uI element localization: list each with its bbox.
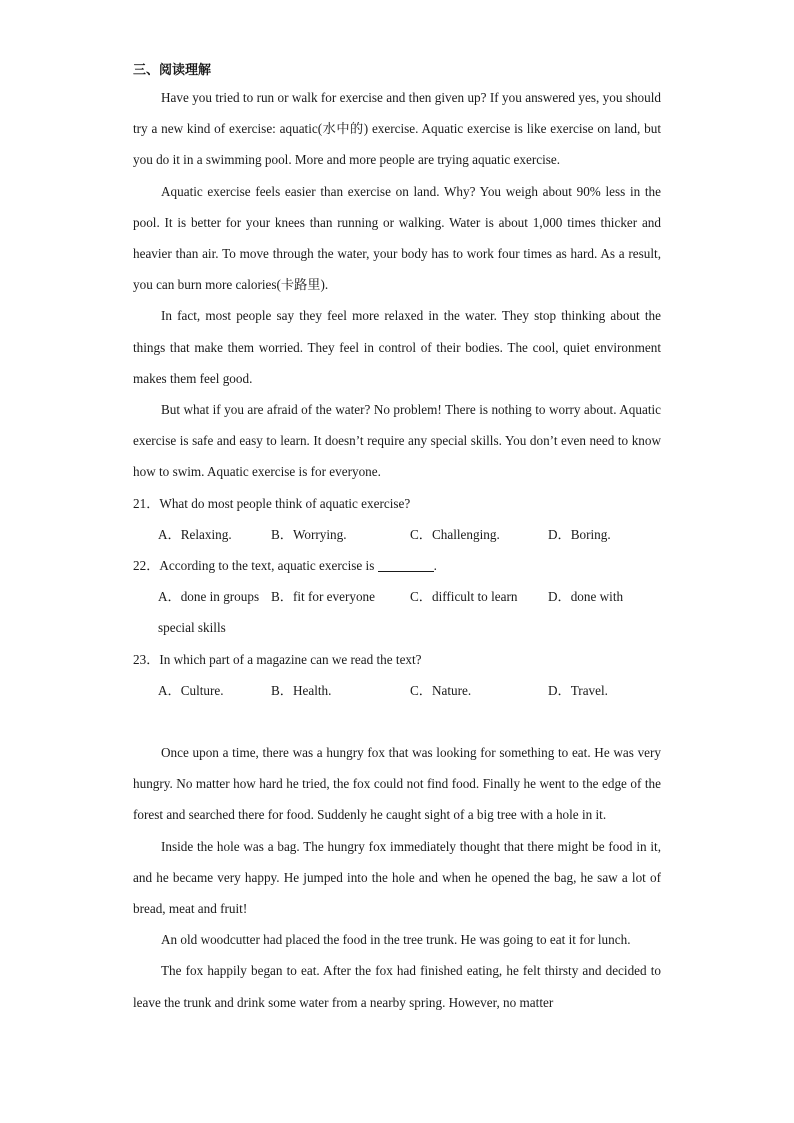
option-row (133, 581, 661, 612)
question-text: According to the text, aquatic exercise is (159, 558, 378, 574)
option-row (133, 675, 661, 706)
paragraph: An old woodcutter had placed the food in the tree trunk. He was going to eat it for lunch. (161, 932, 631, 948)
option-c[interactable]: C．Challenging. (410, 526, 500, 542)
passage-1 (133, 82, 661, 488)
section-title: 三、阅读理解 (133, 63, 212, 78)
paragraph: The fox happily began to eat. After the fox had finished eating, he felt thirsty and decided to leave the trunk and drink some water from a nearby spring. However, no matter (133, 963, 661, 1010)
option-row (133, 519, 661, 550)
paragraph: Once upon a time, there was a hungry fox that was looking for something to eat. He was very hungry. No matter how hard he tried, the fox could not find food. Finally he went to the edge of the forest and searched there for food. Suddenly he caught sight of a big tree with a hole in it. (133, 745, 661, 823)
question-number: 21． (133, 495, 160, 511)
question-23 (133, 644, 661, 706)
paragraph: In fact, most people say they feel more relaxed in the water. They stop thinking about the things that make them worried. They feel in control of their bodies. The cool, quiet environment makes them feel good. (133, 308, 661, 386)
option-d[interactable]: D．Travel. (548, 682, 608, 698)
option-d[interactable]: D．done with (548, 589, 624, 605)
option-d-continued: special skills (158, 620, 226, 636)
option-a[interactable]: A．done in groups (158, 589, 260, 605)
option-a[interactable]: A．Relaxing. (158, 526, 232, 542)
paragraph: But what if you are afraid of the water? No problem! There is nothing to worry about. Aquatic exercise is safe and easy to learn. It doesn’t require any special skills. You don’t even need to know how to swim. Aquatic exercise is for everyone. (133, 402, 661, 480)
question-text-end: . (433, 558, 437, 574)
question-stem (133, 488, 661, 519)
document-page (133, 60, 661, 1018)
question-text: What do most people think of aquatic exercise? (159, 495, 411, 511)
paragraph: Aquatic exercise feels easier than exercise on land. Why? You weigh about 90% less in the pool. It is better for your knees than running or walking. Water is about 1,000 times thicker and heavier than air. To move through the water, your body has to work four times as hard. As a result, you can burn more calories(卡路里). (133, 183, 661, 293)
option-b[interactable]: B．fit for everyone (271, 589, 375, 605)
question-number: 23． (133, 651, 160, 667)
answer-blank (378, 557, 434, 572)
section-gap (133, 706, 661, 737)
paragraph: Have you tried to run or walk for exercise and then given up? If you answered yes, you should try a new kind of exercise: aquatic(水中的) exercise. Aquatic exercise is like exercise on land, but you do it in a swimming pool. More and more people are trying aquatic exercise. (133, 90, 661, 168)
passage-2 (133, 737, 661, 1018)
question-21 (133, 488, 661, 550)
option-d[interactable]: D．Boring. (548, 526, 611, 542)
option-b[interactable]: B．Health. (271, 682, 332, 698)
question-stem (133, 550, 661, 581)
question-number: 22． (133, 558, 160, 574)
question-stem (133, 644, 661, 675)
question-22 (133, 550, 661, 644)
option-c[interactable]: C．difficult to learn (410, 589, 518, 605)
question-text: In which part of a magazine can we read the text? (159, 651, 422, 667)
option-b[interactable]: B．Worrying. (271, 526, 347, 542)
option-c[interactable]: C．Nature. (410, 682, 472, 698)
option-a[interactable]: A．Culture. (158, 682, 224, 698)
paragraph: Inside the hole was a bag. The hungry fox immediately thought that there might be food in it, and he became very happy. He jumped into the hole and when he opened the bag, he saw a lot of bread, meat and fruit! (133, 838, 661, 917)
